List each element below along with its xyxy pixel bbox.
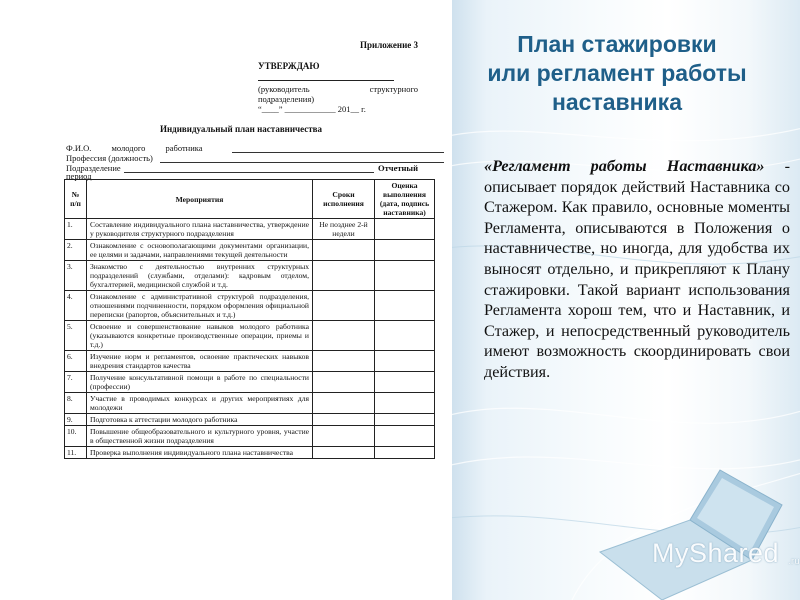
- document-title: Индивидуальный план наставничества: [160, 124, 323, 134]
- slide-body-text: [484, 156, 790, 383]
- row-number: 7.: [65, 372, 87, 393]
- row-number: 3.: [65, 261, 87, 291]
- plan-table: [64, 179, 435, 459]
- profession-field: Профессия (должность): [66, 153, 153, 163]
- row-term: [313, 261, 375, 291]
- row-number: 10.: [65, 426, 87, 447]
- table-header-row: [65, 180, 435, 219]
- col-eval-header: Оценка выполнения (дата, подпись наставника): [375, 180, 435, 219]
- table-row: [65, 240, 435, 261]
- signature-line: [258, 80, 394, 81]
- row-number: 11.: [65, 447, 87, 459]
- head-label-1: (руководитель структурного: [258, 84, 418, 94]
- table-row: [65, 426, 435, 447]
- slide-title-line-2: или регламент работы: [487, 60, 747, 86]
- row-activity: Ознакомление с административной структурой подразделения, отношениями подчиненности, порядком оформления официальной переписки (рапортов, объяснительных и т.д.): [87, 291, 313, 321]
- plan-rows: [65, 219, 435, 459]
- row-term: Не позднее 2-й недели: [313, 219, 375, 240]
- row-activity: Изучение норм и регламентов, освоение практических навыков внедрения стандартов качества: [87, 351, 313, 372]
- row-activity: Знакомство с деятельностью внутренних структурных подразделений (службами, отделами): кадровым отделом, бухгалтерией, медицинской службой и т.д.: [87, 261, 313, 291]
- row-term: [313, 240, 375, 261]
- row-evaluation: [375, 321, 435, 351]
- appendix-label: Приложение 3: [360, 40, 419, 50]
- regulation-description: - описывает порядок действий Наставника со Стажером. Как правило, основные моменты Регламента, описываются в Положения о наставничестве, но иногда, для удобства их выносят отдельно, и прикрепляют к Плану стажировки. Такой вариант использования Регламента хорош тем, что и Наставник, и Стажер, и непосредственный руководитель имеют возможность скоординировать свои действия.: [484, 157, 790, 381]
- row-term: [313, 351, 375, 372]
- row-term: [313, 291, 375, 321]
- row-activity: Получение консультативной помощи в работе по специальности (профессии): [87, 372, 313, 393]
- row-evaluation: [375, 351, 435, 372]
- regulation-term: «Регламент работы Наставника»: [484, 157, 765, 175]
- row-term: [313, 426, 375, 447]
- row-activity: Проверка выполнения индивидуального плана наставничества: [87, 447, 313, 459]
- division-field: Подразделение: [66, 163, 121, 173]
- col-num-header: № п/п: [65, 180, 87, 219]
- table-row: [65, 261, 435, 291]
- row-evaluation: [375, 447, 435, 459]
- date-line: “____” ____________ 201__ г.: [258, 104, 366, 114]
- slide-title-line-1: План стажировки: [517, 31, 717, 57]
- slide-panel: [452, 0, 800, 600]
- row-term: [313, 321, 375, 351]
- row-number: 5.: [65, 321, 87, 351]
- row-activity: Ознакомление с основополагающими документами организации, ее целями и задачами, направлениями текущей деятельности: [87, 240, 313, 261]
- row-term: [313, 393, 375, 414]
- col-term-header: Сроки исполнения: [313, 180, 375, 219]
- row-evaluation: [375, 393, 435, 414]
- slide-title: [452, 30, 782, 117]
- row-activity: Подготовка к аттестации молодого работника: [87, 414, 313, 426]
- table-row: [65, 351, 435, 372]
- table-row: [65, 372, 435, 393]
- row-term: [313, 447, 375, 459]
- row-evaluation: [375, 291, 435, 321]
- row-activity: Составление индивидуального плана наставничества, утверждение у руководителя структурного подразделения: [87, 219, 313, 240]
- row-evaluation: [375, 219, 435, 240]
- row-activity: Освоение и совершенствование навыков молодого работника (указываются конкретные производственные операции, приемы и т.д.): [87, 321, 313, 351]
- row-number: 2.: [65, 240, 87, 261]
- laptop-graphic: [600, 470, 782, 600]
- row-term: [313, 414, 375, 426]
- table-row: [65, 414, 435, 426]
- table-row: [65, 393, 435, 414]
- row-evaluation: [375, 240, 435, 261]
- logo-domain: .ru: [788, 556, 800, 566]
- table-row: [65, 219, 435, 240]
- row-evaluation: [375, 426, 435, 447]
- row-evaluation: [375, 414, 435, 426]
- approve-label: УТВЕРЖДАЮ: [258, 61, 320, 71]
- period-line-2: период: [66, 171, 92, 181]
- period-field: [378, 163, 418, 173]
- row-number: 6.: [65, 351, 87, 372]
- row-number: 8.: [65, 393, 87, 414]
- period-line-1: Отчетный: [378, 163, 418, 173]
- row-term: [313, 372, 375, 393]
- table-row: [65, 447, 435, 459]
- logo-text: MyShared: [652, 538, 780, 568]
- row-activity: Участие в проводимых конкурсах и других мероприятиях для молодежи: [87, 393, 313, 414]
- row-evaluation: [375, 372, 435, 393]
- fio-underline: [232, 152, 444, 153]
- row-evaluation: [375, 261, 435, 291]
- table-row: [65, 321, 435, 351]
- head-label-2: подразделения): [258, 94, 315, 104]
- row-activity: Повышение общеобразовательного и культурного уровня, участие в общественной жизни подразделения: [87, 426, 313, 447]
- division-underline: [124, 172, 374, 173]
- row-number: 1.: [65, 219, 87, 240]
- row-number: 9.: [65, 414, 87, 426]
- col-activity-header: Мероприятия: [87, 180, 313, 219]
- fio-field: Ф.И.О. молодого работника: [66, 143, 203, 153]
- slide-title-line-3: наставника: [551, 89, 682, 115]
- row-number: 4.: [65, 291, 87, 321]
- myshared-logo: [610, 538, 800, 578]
- table-row: [65, 291, 435, 321]
